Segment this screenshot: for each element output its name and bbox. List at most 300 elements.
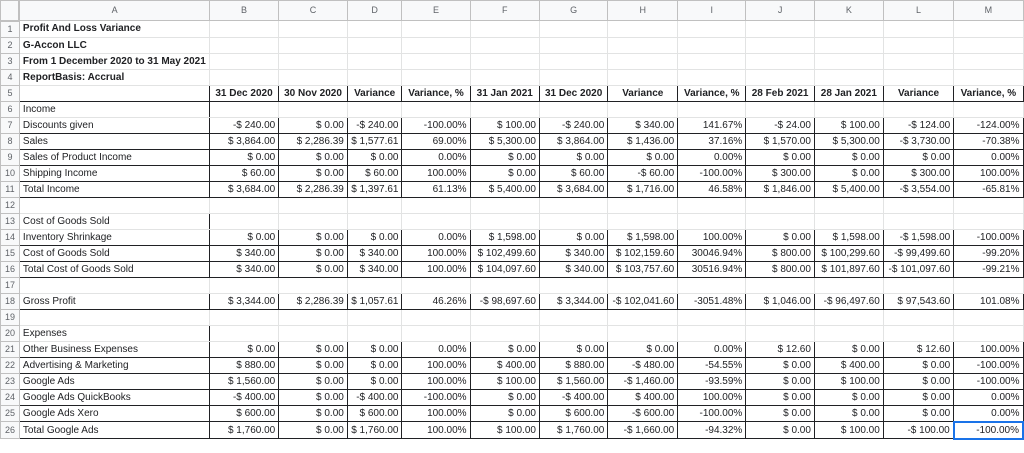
value-cell[interactable]: 69.00% <box>402 133 470 149</box>
column-header-e[interactable]: E <box>402 1 470 21</box>
value-cell[interactable]: $ 0.00 <box>209 229 278 245</box>
value-cell[interactable]: $ 0.00 <box>883 405 953 422</box>
value-cell[interactable]: $ 5,400.00 <box>814 181 883 197</box>
row-label-cell[interactable]: Total Google Ads <box>19 422 209 439</box>
empty-cell[interactable] <box>539 21 607 38</box>
value-cell[interactable]: $ 0.00 <box>814 165 883 181</box>
value-cell[interactable]: $ 340.00 <box>347 245 402 261</box>
row-number[interactable]: 20 <box>1 325 20 341</box>
value-cell[interactable] <box>209 101 278 117</box>
value-cell[interactable]: $ 3,344.00 <box>539 293 607 309</box>
value-cell[interactable]: $ 5,300.00 <box>814 133 883 149</box>
row-number[interactable]: 3 <box>1 53 20 69</box>
value-cell[interactable] <box>678 101 746 117</box>
value-cell[interactable] <box>814 197 883 213</box>
value-cell[interactable]: $ 2,286.39 <box>279 293 348 309</box>
period-header-cell[interactable]: Variance, % <box>402 85 470 101</box>
value-cell[interactable]: -70.38% <box>954 133 1023 149</box>
empty-cell[interactable] <box>678 53 746 69</box>
row-number[interactable]: 8 <box>1 133 20 149</box>
value-cell[interactable]: -100.00% <box>954 357 1023 373</box>
value-cell[interactable] <box>814 277 883 293</box>
value-cell[interactable]: $ 0.00 <box>279 357 348 373</box>
row-number[interactable]: 14 <box>1 229 20 245</box>
value-cell[interactable]: 100.00% <box>402 422 470 439</box>
value-cell[interactable]: $ 2,286.39 <box>279 133 348 149</box>
value-cell[interactable] <box>209 277 278 293</box>
value-cell[interactable]: $ 0.00 <box>279 117 348 133</box>
value-cell[interactable] <box>402 325 470 341</box>
value-cell[interactable] <box>883 277 953 293</box>
value-cell[interactable]: 141.67% <box>678 117 746 133</box>
value-cell[interactable]: -65.81% <box>954 181 1023 197</box>
value-cell[interactable]: $ 12.60 <box>746 341 815 357</box>
value-cell[interactable]: -$ 24.00 <box>746 117 815 133</box>
row-label-cell[interactable] <box>19 309 209 325</box>
value-cell[interactable]: -$ 240.00 <box>539 117 607 133</box>
value-cell[interactable]: $ 0.00 <box>279 373 348 389</box>
value-cell[interactable]: $ 100.00 <box>814 117 883 133</box>
value-cell[interactable]: $ 0.00 <box>814 341 883 357</box>
empty-cell[interactable] <box>883 69 953 85</box>
value-cell[interactable]: $ 0.00 <box>608 149 678 165</box>
empty-cell[interactable] <box>279 21 348 38</box>
empty-cell[interactable] <box>209 21 278 38</box>
empty-cell[interactable] <box>539 37 607 53</box>
value-cell[interactable]: $ 0.00 <box>209 341 278 357</box>
row-number[interactable]: 18 <box>1 293 20 309</box>
value-cell[interactable] <box>279 197 348 213</box>
empty-cell[interactable] <box>608 69 678 85</box>
column-header-f[interactable]: F <box>470 1 539 21</box>
value-cell[interactable]: 0.00% <box>678 149 746 165</box>
row-label-cell[interactable]: Google Ads Xero <box>19 405 209 422</box>
empty-cell[interactable] <box>814 69 883 85</box>
value-cell[interactable]: $ 880.00 <box>209 357 278 373</box>
row-label-cell[interactable]: Google Ads QuickBooks <box>19 389 209 405</box>
value-cell[interactable] <box>678 213 746 229</box>
value-cell[interactable]: $ 0.00 <box>470 341 539 357</box>
value-cell[interactable] <box>539 213 607 229</box>
value-cell[interactable] <box>608 325 678 341</box>
row-label-cell[interactable]: Google Ads <box>19 373 209 389</box>
value-cell[interactable]: $ 0.00 <box>347 357 402 373</box>
value-cell[interactable]: -99.21% <box>954 261 1023 277</box>
value-cell[interactable]: $ 0.00 <box>883 389 953 405</box>
value-cell[interactable] <box>883 309 953 325</box>
value-cell[interactable] <box>814 325 883 341</box>
value-cell[interactable]: -94.32% <box>678 422 746 439</box>
value-cell[interactable]: $ 0.00 <box>814 405 883 422</box>
value-cell[interactable]: -$ 1,460.00 <box>608 373 678 389</box>
value-cell[interactable]: $ 0.00 <box>279 422 348 439</box>
value-cell[interactable]: $ 340.00 <box>209 261 278 277</box>
value-cell[interactable]: -$ 124.00 <box>883 117 953 133</box>
value-cell[interactable]: -99.20% <box>954 245 1023 261</box>
value-cell[interactable]: $ 100,299.60 <box>814 245 883 261</box>
value-cell[interactable]: $ 0.00 <box>746 149 815 165</box>
value-cell[interactable]: $ 102,499.60 <box>470 245 539 261</box>
value-cell[interactable]: $ 0.00 <box>470 165 539 181</box>
value-cell[interactable]: -$ 1,660.00 <box>608 422 678 439</box>
empty-cell[interactable] <box>347 37 402 53</box>
value-cell[interactable] <box>746 277 815 293</box>
value-cell[interactable]: 0.00% <box>678 341 746 357</box>
value-cell[interactable]: $ 0.00 <box>279 261 348 277</box>
value-cell[interactable]: $ 0.00 <box>539 229 607 245</box>
value-cell[interactable]: 46.58% <box>678 181 746 197</box>
empty-cell[interactable] <box>954 69 1023 85</box>
column-header-d[interactable]: D <box>347 1 402 21</box>
row-number[interactable]: 23 <box>1 373 20 389</box>
value-cell[interactable] <box>954 197 1023 213</box>
value-cell[interactable]: -$ 480.00 <box>608 357 678 373</box>
row-number[interactable]: 7 <box>1 117 20 133</box>
row-number[interactable]: 24 <box>1 389 20 405</box>
empty-cell[interactable] <box>746 21 815 38</box>
value-cell[interactable] <box>608 197 678 213</box>
empty-cell[interactable] <box>279 37 348 53</box>
period-header-cell[interactable]: Variance, % <box>678 85 746 101</box>
value-cell[interactable]: $ 0.00 <box>814 389 883 405</box>
row-number[interactable]: 1 <box>1 21 20 38</box>
value-cell[interactable]: -100.00% <box>402 389 470 405</box>
value-cell[interactable]: -100.00% <box>954 229 1023 245</box>
empty-cell[interactable] <box>470 21 539 38</box>
value-cell[interactable]: 100.00% <box>402 245 470 261</box>
value-cell[interactable]: -3051.48% <box>678 293 746 309</box>
value-cell[interactable]: $ 400.00 <box>608 389 678 405</box>
row-label-cell[interactable]: Sales of Product Income <box>19 149 209 165</box>
period-header-cell[interactable]: 30 Nov 2020 <box>279 85 348 101</box>
value-cell[interactable] <box>814 309 883 325</box>
value-cell[interactable] <box>678 197 746 213</box>
value-cell[interactable]: -$ 100.00 <box>883 422 953 439</box>
value-cell[interactable] <box>209 325 278 341</box>
row-number[interactable]: 21 <box>1 341 20 357</box>
value-cell[interactable] <box>209 213 278 229</box>
value-cell[interactable]: $ 100.00 <box>470 373 539 389</box>
value-cell[interactable]: $ 3,684.00 <box>209 181 278 197</box>
value-cell[interactable]: -$ 3,554.00 <box>883 181 953 197</box>
value-cell[interactable]: $ 102,159.60 <box>608 245 678 261</box>
value-cell[interactable]: $ 1,560.00 <box>539 373 607 389</box>
empty-cell[interactable] <box>539 53 607 69</box>
value-cell[interactable]: $ 0.00 <box>279 245 348 261</box>
value-cell[interactable]: -$ 240.00 <box>347 117 402 133</box>
value-cell[interactable]: $ 1,577.61 <box>347 133 402 149</box>
value-cell[interactable]: $ 5,400.00 <box>470 181 539 197</box>
value-cell[interactable]: 46.26% <box>402 293 470 309</box>
row-label-cell[interactable]: Shipping Income <box>19 165 209 181</box>
value-cell[interactable] <box>746 213 815 229</box>
value-cell[interactable]: $ 400.00 <box>470 357 539 373</box>
value-cell[interactable]: 101.08% <box>954 293 1023 309</box>
value-cell[interactable]: $ 0.00 <box>279 229 348 245</box>
value-cell[interactable]: $ 0.00 <box>347 341 402 357</box>
value-cell[interactable] <box>470 277 539 293</box>
value-cell[interactable] <box>608 277 678 293</box>
value-cell[interactable] <box>746 197 815 213</box>
value-cell[interactable]: $ 0.00 <box>470 405 539 422</box>
row-number[interactable]: 9 <box>1 149 20 165</box>
column-header-c[interactable]: C <box>279 1 348 21</box>
column-header-j[interactable]: J <box>746 1 815 21</box>
column-header-k[interactable]: K <box>814 1 883 21</box>
value-cell[interactable] <box>539 277 607 293</box>
value-cell[interactable] <box>402 101 470 117</box>
empty-cell[interactable] <box>209 53 278 69</box>
value-cell[interactable]: $ 100.00 <box>814 373 883 389</box>
row-label-cell[interactable]: Total Income <box>19 181 209 197</box>
value-cell[interactable]: 100.00% <box>402 165 470 181</box>
value-cell[interactable]: 100.00% <box>954 341 1023 357</box>
row-label-cell[interactable]: Total Cost of Goods Sold <box>19 261 209 277</box>
value-cell[interactable]: -$ 240.00 <box>209 117 278 133</box>
value-cell[interactable] <box>402 309 470 325</box>
value-cell[interactable]: $ 103,757.60 <box>608 261 678 277</box>
value-cell[interactable] <box>470 101 539 117</box>
value-cell[interactable] <box>608 213 678 229</box>
value-cell[interactable]: $ 60.00 <box>347 165 402 181</box>
empty-cell[interactable] <box>678 37 746 53</box>
value-cell[interactable] <box>746 309 815 325</box>
value-cell[interactable]: $ 600.00 <box>539 405 607 422</box>
value-cell[interactable]: $ 0.00 <box>539 149 607 165</box>
value-cell[interactable]: $ 0.00 <box>279 149 348 165</box>
value-cell[interactable]: -$ 60.00 <box>608 165 678 181</box>
value-cell[interactable]: 61.13% <box>402 181 470 197</box>
value-cell[interactable]: $ 0.00 <box>746 389 815 405</box>
value-cell[interactable] <box>678 325 746 341</box>
value-cell[interactable]: -$ 96,497.60 <box>814 293 883 309</box>
value-cell[interactable]: $ 880.00 <box>539 357 607 373</box>
period-header-cell[interactable]: Variance <box>883 85 953 101</box>
value-cell[interactable] <box>608 309 678 325</box>
value-cell[interactable]: -$ 98,697.60 <box>470 293 539 309</box>
period-header-cell[interactable]: 31 Dec 2020 <box>209 85 278 101</box>
value-cell[interactable] <box>209 197 278 213</box>
period-header-cell[interactable] <box>19 85 209 101</box>
value-cell[interactable]: $ 340.00 <box>209 245 278 261</box>
value-cell[interactable] <box>678 277 746 293</box>
value-cell[interactable] <box>347 101 402 117</box>
value-cell[interactable]: -$ 101,097.60 <box>883 261 953 277</box>
value-cell[interactable]: $ 100.00 <box>814 422 883 439</box>
empty-cell[interactable] <box>746 69 815 85</box>
value-cell[interactable]: $ 340.00 <box>347 261 402 277</box>
value-cell[interactable]: $ 0.00 <box>746 422 815 439</box>
row-number[interactable]: 26 <box>1 422 20 439</box>
column-header-h[interactable]: H <box>608 1 678 21</box>
value-cell[interactable] <box>470 309 539 325</box>
value-cell[interactable] <box>279 325 348 341</box>
value-cell[interactable]: $ 60.00 <box>539 165 607 181</box>
value-cell[interactable]: 30046.94% <box>678 245 746 261</box>
row-label-cell[interactable]: Expenses <box>19 325 209 341</box>
row-number[interactable]: 11 <box>1 181 20 197</box>
value-cell[interactable]: $ 0.00 <box>746 357 815 373</box>
value-cell[interactable]: $ 5,300.00 <box>470 133 539 149</box>
row-number[interactable]: 13 <box>1 213 20 229</box>
title-cell[interactable]: ReportBasis: Accrual <box>19 69 209 85</box>
value-cell[interactable]: $ 1,846.00 <box>746 181 815 197</box>
value-cell[interactable]: 100.00% <box>402 405 470 422</box>
period-header-cell[interactable]: Variance, % <box>954 85 1023 101</box>
row-label-cell[interactable] <box>19 277 209 293</box>
value-cell[interactable]: $ 300.00 <box>746 165 815 181</box>
value-cell[interactable] <box>954 101 1023 117</box>
value-cell[interactable] <box>539 101 607 117</box>
row-label-cell[interactable]: Income <box>19 101 209 117</box>
empty-cell[interactable] <box>347 21 402 38</box>
value-cell[interactable]: $ 340.00 <box>539 261 607 277</box>
row-label-cell[interactable]: Advertising & Marketing <box>19 357 209 373</box>
value-cell[interactable]: $ 0.00 <box>746 373 815 389</box>
value-cell[interactable]: -$ 400.00 <box>347 389 402 405</box>
empty-cell[interactable] <box>678 69 746 85</box>
row-label-cell[interactable]: Other Business Expenses <box>19 341 209 357</box>
row-label-cell[interactable] <box>19 197 209 213</box>
value-cell[interactable]: 30516.94% <box>678 261 746 277</box>
value-cell[interactable]: $ 340.00 <box>608 117 678 133</box>
row-label-cell[interactable]: Gross Profit <box>19 293 209 309</box>
value-cell[interactable]: -$ 400.00 <box>539 389 607 405</box>
value-cell[interactable]: $ 12.60 <box>883 341 953 357</box>
value-cell[interactable]: $ 100.00 <box>470 117 539 133</box>
value-cell[interactable]: $ 100.00 <box>470 422 539 439</box>
value-cell[interactable]: $ 1,760.00 <box>539 422 607 439</box>
value-cell[interactable] <box>883 213 953 229</box>
value-cell[interactable]: $ 0.00 <box>279 341 348 357</box>
period-header-cell[interactable]: Variance <box>608 85 678 101</box>
row-number[interactable]: 2 <box>1 37 20 53</box>
period-header-cell[interactable]: 31 Dec 2020 <box>539 85 607 101</box>
row-number[interactable]: 10 <box>1 165 20 181</box>
value-cell[interactable]: -124.00% <box>954 117 1023 133</box>
value-cell[interactable]: -100.00% <box>402 117 470 133</box>
value-cell[interactable] <box>209 309 278 325</box>
value-cell[interactable] <box>678 309 746 325</box>
value-cell[interactable]: 0.00% <box>402 229 470 245</box>
column-header-m[interactable]: M <box>954 1 1023 21</box>
value-cell[interactable]: $ 1,436.00 <box>608 133 678 149</box>
column-header-l[interactable]: L <box>883 1 953 21</box>
empty-cell[interactable] <box>347 69 402 85</box>
value-cell[interactable]: -54.55% <box>678 357 746 373</box>
value-cell[interactable] <box>539 325 607 341</box>
value-cell[interactable] <box>347 277 402 293</box>
value-cell[interactable]: $ 1,560.00 <box>209 373 278 389</box>
value-cell[interactable] <box>608 101 678 117</box>
row-number[interactable]: 17 <box>1 277 20 293</box>
value-cell[interactable]: $ 0.00 <box>347 149 402 165</box>
empty-cell[interactable] <box>608 53 678 69</box>
value-cell[interactable]: $ 1,598.00 <box>814 229 883 245</box>
value-cell[interactable]: $ 3,864.00 <box>209 133 278 149</box>
empty-cell[interactable] <box>279 53 348 69</box>
empty-cell[interactable] <box>209 69 278 85</box>
value-cell[interactable] <box>347 213 402 229</box>
empty-cell[interactable] <box>814 21 883 38</box>
value-cell[interactable]: $ 0.00 <box>883 149 953 165</box>
value-cell[interactable]: 100.00% <box>678 229 746 245</box>
empty-cell[interactable] <box>279 69 348 85</box>
title-cell[interactable]: G-Accon LLC <box>19 37 209 53</box>
column-header-a[interactable]: A <box>19 1 209 21</box>
empty-cell[interactable] <box>539 69 607 85</box>
column-header-i[interactable]: I <box>678 1 746 21</box>
value-cell[interactable]: $ 101,897.60 <box>814 261 883 277</box>
row-label-cell[interactable]: Cost of Goods Sold <box>19 245 209 261</box>
value-cell[interactable]: -100.00% <box>678 165 746 181</box>
value-cell[interactable] <box>347 325 402 341</box>
value-cell[interactable] <box>279 277 348 293</box>
value-cell[interactable]: $ 0.00 <box>814 149 883 165</box>
row-number[interactable]: 6 <box>1 101 20 117</box>
value-cell[interactable]: $ 0.00 <box>347 229 402 245</box>
value-cell[interactable]: -100.00% <box>954 422 1023 439</box>
empty-cell[interactable] <box>954 21 1023 38</box>
empty-cell[interactable] <box>347 53 402 69</box>
value-cell[interactable]: -$ 1,598.00 <box>883 229 953 245</box>
value-cell[interactable]: $ 0.00 <box>279 405 348 422</box>
value-cell[interactable]: $ 0.00 <box>746 405 815 422</box>
empty-cell[interactable] <box>814 37 883 53</box>
value-cell[interactable]: $ 0.00 <box>279 165 348 181</box>
empty-cell[interactable] <box>608 37 678 53</box>
value-cell[interactable]: -100.00% <box>954 373 1023 389</box>
empty-cell[interactable] <box>402 69 470 85</box>
title-cell[interactable]: From 1 December 2020 to 31 May 2021 <box>19 53 209 69</box>
value-cell[interactable]: $ 60.00 <box>209 165 278 181</box>
value-cell[interactable] <box>883 197 953 213</box>
period-header-cell[interactable]: Variance <box>347 85 402 101</box>
empty-cell[interactable] <box>814 53 883 69</box>
value-cell[interactable]: $ 1,760.00 <box>347 422 402 439</box>
value-cell[interactable]: -$ 400.00 <box>209 389 278 405</box>
empty-cell[interactable] <box>470 69 539 85</box>
value-cell[interactable]: 37.16% <box>678 133 746 149</box>
value-cell[interactable]: $ 800.00 <box>746 245 815 261</box>
value-cell[interactable] <box>539 197 607 213</box>
period-header-cell[interactable]: 31 Jan 2021 <box>470 85 539 101</box>
value-cell[interactable] <box>746 325 815 341</box>
title-cell[interactable]: Profit And Loss Variance <box>19 21 209 38</box>
value-cell[interactable]: $ 1,760.00 <box>209 422 278 439</box>
value-cell[interactable]: $ 2,286.39 <box>279 181 348 197</box>
value-cell[interactable]: 100.00% <box>402 373 470 389</box>
empty-cell[interactable] <box>402 21 470 38</box>
empty-cell[interactable] <box>883 53 953 69</box>
value-cell[interactable]: 0.00% <box>954 149 1023 165</box>
value-cell[interactable] <box>954 309 1023 325</box>
value-cell[interactable] <box>402 197 470 213</box>
value-cell[interactable]: $ 3,864.00 <box>539 133 607 149</box>
value-cell[interactable]: $ 0.00 <box>470 149 539 165</box>
value-cell[interactable] <box>402 213 470 229</box>
empty-cell[interactable] <box>402 53 470 69</box>
value-cell[interactable] <box>814 213 883 229</box>
value-cell[interactable]: $ 0.00 <box>539 341 607 357</box>
value-cell[interactable]: $ 340.00 <box>539 245 607 261</box>
value-cell[interactable] <box>814 101 883 117</box>
value-cell[interactable]: $ 600.00 <box>209 405 278 422</box>
empty-cell[interactable] <box>402 37 470 53</box>
value-cell[interactable] <box>347 197 402 213</box>
value-cell[interactable]: 0.00% <box>954 405 1023 422</box>
value-cell[interactable]: 100.00% <box>402 357 470 373</box>
